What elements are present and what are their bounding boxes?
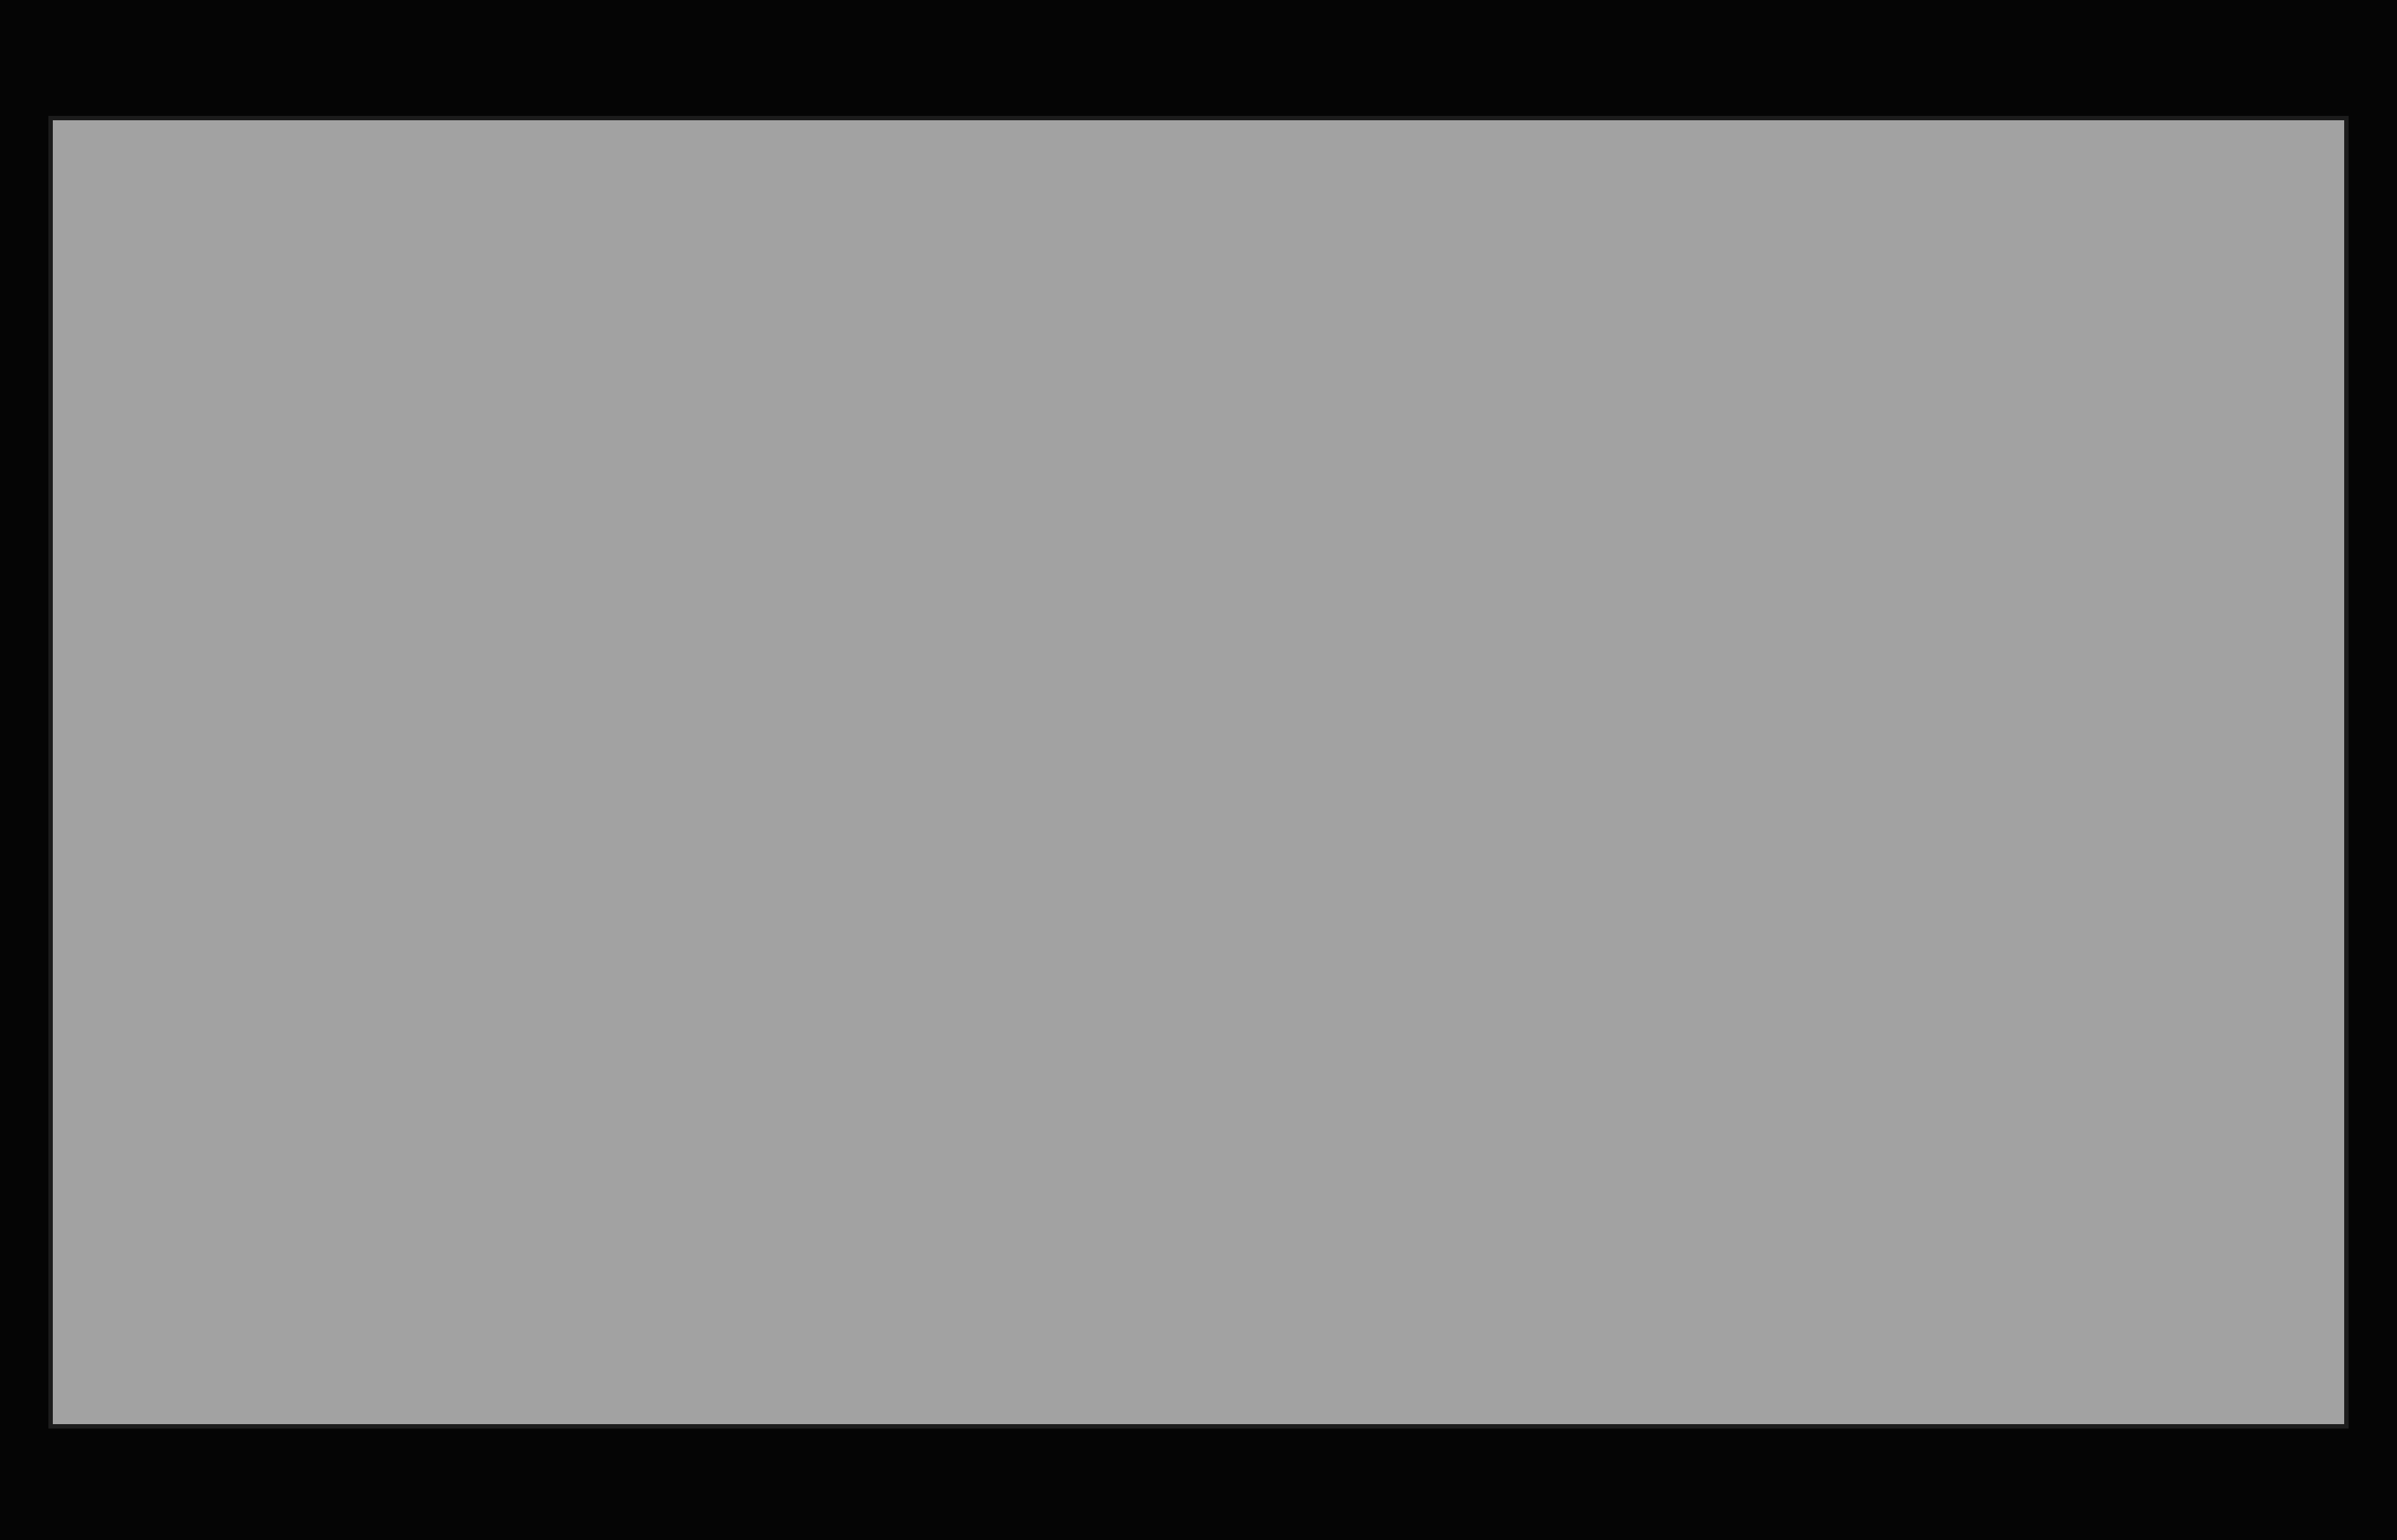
lease-table — [53, 949, 2344, 1426]
crop-table — [53, 120, 2344, 461]
census-card — [48, 116, 2349, 1429]
